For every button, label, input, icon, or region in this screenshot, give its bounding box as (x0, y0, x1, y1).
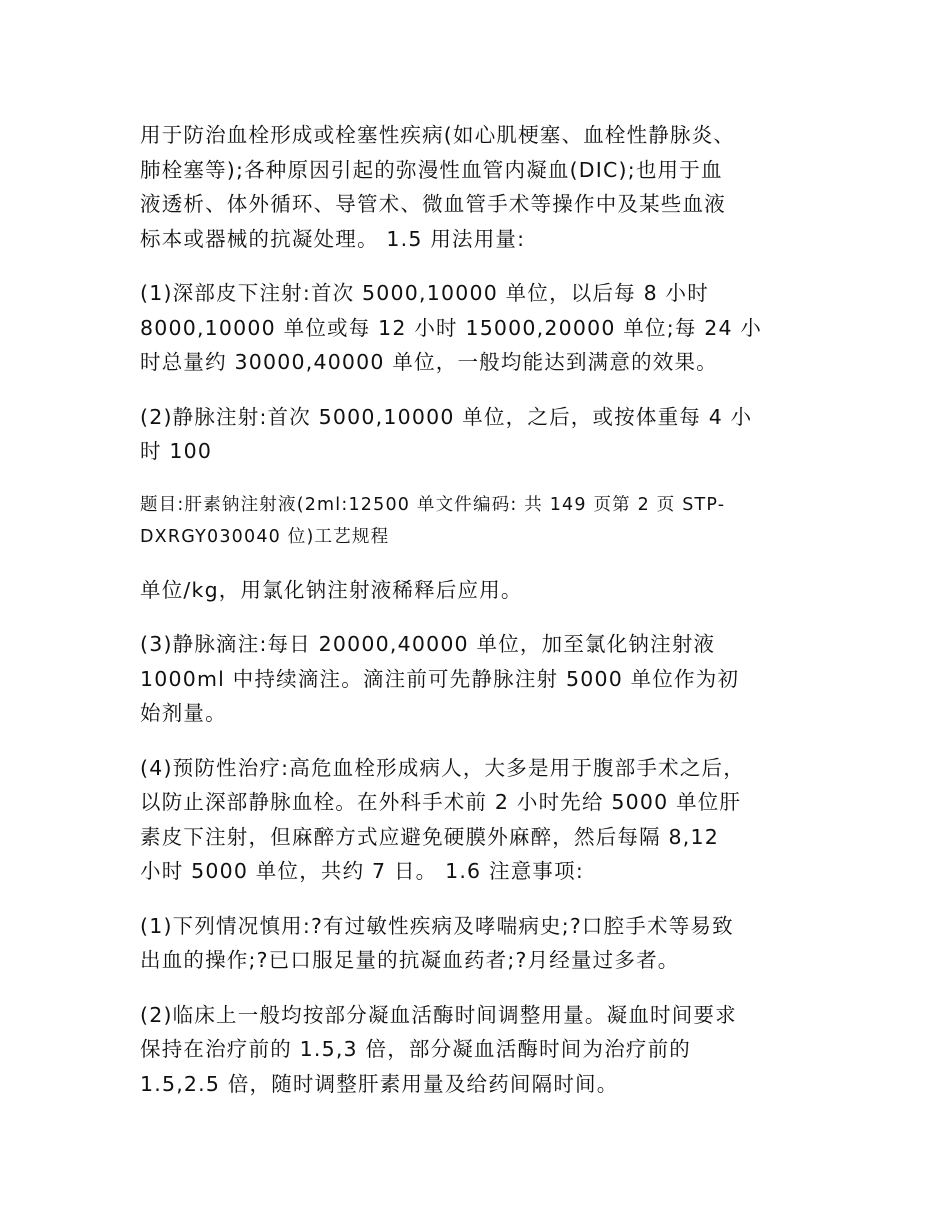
text-line: (1)下列情况慎用:?有过敏性疾病及哮喘病史;?口腔手术等易致 (140, 913, 734, 938)
paragraph-intravenous-injection (140, 400, 815, 469)
paragraph-preventive-treatment (140, 751, 815, 889)
paragraph-dose-adjustment (140, 998, 815, 1102)
text-line: 小时 5000 单位，共约 7 日。 1.6 注意事项: (140, 859, 584, 883)
text-line: 素皮下注射，但麻醉方式应避免硬膜外麻醉，然后每隔 8,12 (140, 824, 719, 849)
document-page (140, 118, 815, 1121)
text-line: 时 100 (140, 439, 213, 463)
text-line: 1.5,2.5 倍，随时调整肝素用量及给药间隔时间。 (140, 1071, 619, 1096)
text-line: (3)静脉滴注:每日 20000,40000 单位，加至氯化钠注射液 (140, 632, 716, 656)
text-line: 用于防治血栓形成或栓塞性疾病(如心肌梗塞、血栓性静脉炎、 (140, 123, 736, 147)
paragraph-dosage-continuation (140, 573, 815, 608)
text-line: (1)深部皮下注射:首次 5000,10000 单位，以后每 8 小时 (140, 281, 709, 305)
paragraph-subcutaneous-injection (140, 276, 815, 380)
paragraph-indications (140, 118, 815, 256)
header-note-line: 题目:肝素钠注射液(2ml:12500 单文件编码: 共 149 页第 2 页 STP- (140, 494, 726, 515)
text-line: 出血的操作;?已口服足量的抗凝血药者;?月经量过多者。 (140, 948, 680, 972)
text-line: 肺栓塞等);各种原因引起的弥漫性血管内凝血(DIC);也用于血 (140, 157, 723, 182)
header-note-line: DXRGY030040 位)工艺规程 (140, 526, 390, 547)
text-line: 时总量约 30000,40000 单位，一般均能达到满意的效果。 (140, 350, 718, 374)
text-line: 8000,10000 单位或每 12 小时 15000,20000 单位;每 24 小 (140, 315, 763, 340)
text-line: 标本或器械的抗凝处理。 1.5 用法用量: (140, 226, 526, 251)
text-line: (2)静脉注射:首次 5000,10000 单位，之后，或按体重每 4 小 (140, 404, 753, 429)
text-line: 保持在治疗前的 1.5,3 倍，部分凝血活酶时间为治疗前的 (140, 1037, 691, 1061)
paragraph-cautions (140, 909, 815, 978)
text-line: 始剂量。 (140, 701, 227, 725)
text-line: 以防止深部静脉血栓。在外科手术前 2 小时先给 5000 单位肝 (140, 790, 742, 814)
text-line: 单位/kg，用氯化钠注射液稀释后应用。 (140, 577, 523, 602)
text-line: 液透析、体外循环、导管术、微血管手术等操作中及某些血液 (140, 192, 726, 216)
text-line: 1000ml 中持续滴注。滴注前可先静脉注射 5000 单位作为初 (140, 666, 740, 691)
text-line: (4)预防性治疗:高危血栓形成病人，大多是用于腹部手术之后， (140, 755, 745, 780)
document-header-note (140, 489, 815, 553)
paragraph-intravenous-drip (140, 627, 815, 731)
text-line: (2)临床上一般均按部分凝血活酶时间调整用量。凝血时间要求 (140, 1002, 737, 1027)
